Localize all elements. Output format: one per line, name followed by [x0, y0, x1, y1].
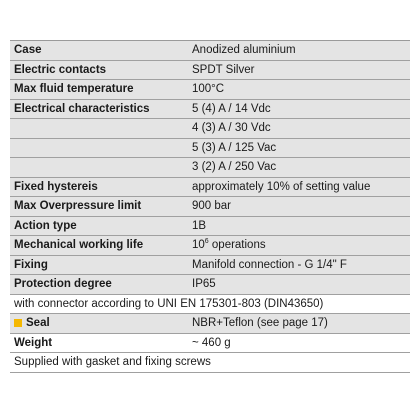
row-value: ~ 460 g	[192, 336, 231, 349]
row-protection-note	[10, 295, 410, 315]
row-value: 3 (2) A / 250 Vac	[192, 161, 277, 174]
row-value: 4 (3) A / 30 Vdc	[192, 122, 271, 135]
value-exponent: 6	[204, 238, 209, 246]
row-value: Anodized aluminium	[192, 44, 296, 57]
row-value: 5 (4) A / 14 Vdc	[192, 102, 271, 115]
row-label: Electrical characteristics	[14, 102, 150, 115]
row-label: Mechanical working life	[14, 239, 144, 252]
value-suffix: operations	[208, 239, 266, 252]
row-value: 5 (3) A / 125 Vac	[192, 141, 277, 154]
row-value: approximately 10% of setting value	[192, 180, 371, 193]
row-label: Case	[14, 44, 42, 57]
row-value: 100°C	[192, 83, 225, 96]
value-base: 10	[192, 239, 205, 252]
row-electric-contacts	[10, 61, 410, 81]
row-action-type	[10, 217, 410, 237]
row-value: IP65	[192, 278, 216, 291]
row-protection-degree	[10, 275, 410, 295]
row-electrical-characteristics	[10, 100, 410, 120]
row-weight	[10, 334, 410, 354]
row-value: SPDT Silver	[192, 63, 255, 76]
row-label: Fixing	[14, 258, 48, 271]
yellow-square-icon	[14, 319, 22, 327]
row-label: Action type	[14, 219, 77, 232]
protection-note: with connector according to UNI EN 175301-803 (DIN43650)	[14, 297, 324, 310]
row-fixed-hysteresis	[10, 178, 410, 198]
row-mechanical-working-life	[10, 236, 410, 256]
seal-label: Seal	[26, 317, 50, 330]
row-footer-note	[10, 353, 410, 373]
row-label: Protection degree	[14, 278, 112, 291]
row-value	[190, 239, 410, 251]
row-value: Manifold connection - G 1/4" F	[192, 258, 347, 271]
row-case	[10, 41, 410, 61]
row-label: Weight	[14, 336, 53, 349]
row-electrical-characteristics-4	[10, 158, 410, 178]
row-electrical-characteristics-3	[10, 139, 410, 159]
row-label	[10, 317, 190, 329]
row-max-fluid-temperature	[10, 80, 410, 100]
row-fixing	[10, 256, 410, 276]
row-label: Electric contacts	[14, 63, 107, 76]
row-label: Fixed hystereis	[14, 180, 98, 193]
row-value: NBR+Teflon (see page 17)	[192, 317, 328, 330]
spec-table	[10, 40, 410, 373]
row-label: Max Overpressure limit	[14, 200, 142, 213]
row-electrical-characteristics-2	[10, 119, 410, 139]
row-value: 900 bar	[192, 200, 232, 213]
footer-note: Supplied with gasket and fixing screws	[14, 356, 211, 369]
row-label: Max fluid temperature	[14, 83, 134, 96]
row-max-overpressure-limit	[10, 197, 410, 217]
row-value: 1B	[192, 219, 207, 232]
row-seal	[10, 314, 410, 334]
